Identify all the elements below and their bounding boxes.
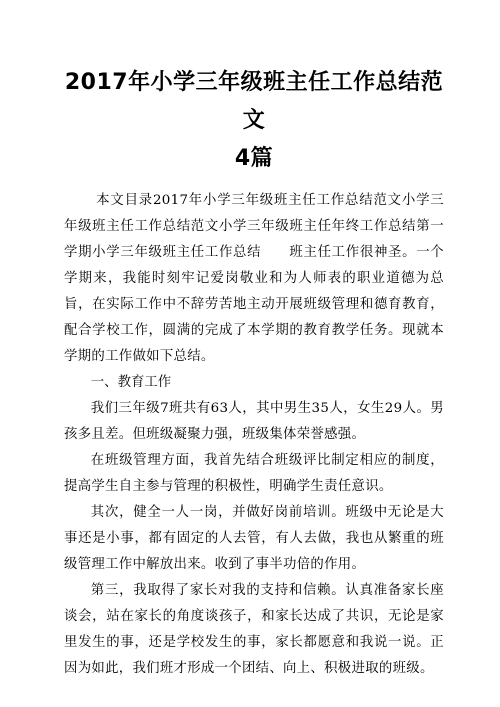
intro-paragraph: 本文目录2017年小学三年级班主任工作总结范文小学三年级班主任工作总结范文小学三年级班主任年终工作总结第一学期小学三年级班主任工作总结 班主任工作很神圣。一个学期来，我能时刻牢记爱岗敬业和为人师表的职业道德为总旨，在实际工作中不辞劳苦地主动开展班级管理和德育教育，配合学校工作，圆满的完成了本学期的教育教学任务。现就本学期的工作做如下总结。	[64, 193, 444, 364]
paragraph-responsibility: 其次，健全一人一岗，并做好岗前培训。班级中无论是大事还是小事，都有固定的人去管，有人去做，我也从繁重的班级管理工作中解放出来。收到了事半功倍的作用。	[64, 505, 444, 572]
title-line-1: 2017年小学三年级班主任工作总结范文	[64, 70, 444, 133]
paragraph-class-management: 在班级管理方面，我首先结合班级评比制定相应的制度，提高学生自主参与管理的积极性，明确学生责任意识。	[64, 453, 444, 494]
paragraph-parents: 第三，我取得了家长对我的支持和信赖。认真准备家长座谈会，站在家长的角度谈孩子，和家长达成了共识，无论是家里发生的事，还是学校发生的事，家长都愿意和我说一说。正因为如此，我们班才形成一个团结、向上、积极进取的班级。	[64, 583, 444, 676]
section-heading-education: 一、教育工作	[90, 375, 172, 390]
document-title	[64, 64, 444, 178]
title-line-2: 4篇	[234, 146, 274, 171]
paragraph-class-info: 我们三年级7班共有63人，其中男生35人，女生29人。男孩多且差。但班级凝聚力强，班级集体荣誉感强。	[64, 401, 444, 442]
